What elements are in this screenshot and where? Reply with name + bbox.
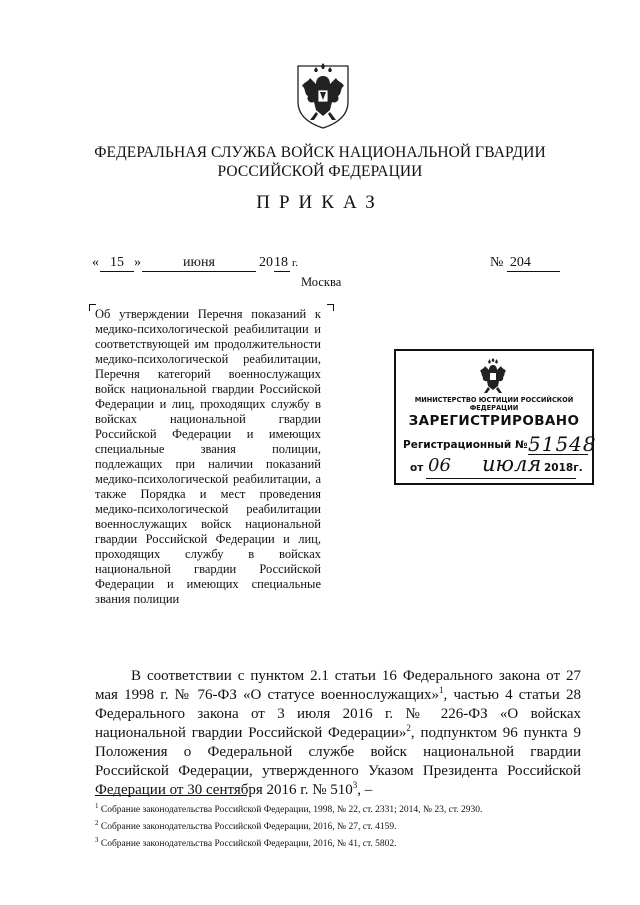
registration-stamp [394, 349, 597, 485]
order-number-value: 204 [507, 255, 560, 272]
date-month: июня [142, 255, 256, 272]
footnote-item [95, 834, 595, 851]
stamp-date-month: июля [482, 452, 542, 476]
date-quote-open: « [92, 255, 99, 270]
double-headed-eagle-icon [476, 358, 510, 396]
stamp-reg-number: 51548 [528, 432, 597, 456]
footnote-ref-2: 2 [406, 723, 411, 733]
agency-name-line1: ФЕДЕРАЛЬНАЯ СЛУЖБА ВОЙСК НАЦИОНАЛЬНОЙ ГВАРДИИ [94, 144, 546, 161]
preamble-part-4: , – [357, 782, 373, 798]
footnote-number: 2 [95, 819, 99, 828]
footnotes [95, 800, 595, 851]
footnote-number: 1 [95, 802, 99, 810]
footnote-text: Собрание законодательства Российской Федерации, 2016, № 27, ст. 4159. [100, 822, 397, 833]
date-day: 15 [100, 255, 134, 272]
stamp-date-from: от [410, 462, 424, 474]
preamble-part-3: , подпунктом 96 пункта 9 Положения о Федеральной службе войск национальной гвардии Российской Федерации, утвержденного Указом Президента Российской Федерации от 30 сентября 2016 г. № 510 [95, 725, 581, 798]
footnote-text: Собрание законодательства Российской Федерации, 1998, № 22, ст. 2331; 2014, № 23, ст. 2930. [100, 805, 483, 816]
footnote-item [95, 800, 595, 817]
date-year-suffix: 18 [274, 255, 288, 270]
stamp-ministry-name: МИНИСТЕРСТВО ЮСТИЦИИ РОССИЙСКОЙ ФЕДЕРАЦИИ [414, 396, 574, 412]
stamp-date-day: 06 [428, 455, 451, 476]
city-name: Москва [301, 275, 342, 289]
footnote-separator [95, 795, 247, 796]
stamp-reg-number-label: Регистрационный № [403, 439, 528, 451]
order-subject: Об утверждении Перечня показаний к медико-психологической реабилитации и соответствующей им продолжительности медико-психологической реабилитации, Перечня категорий военнослужащих войск национальной гвардии Российской Федерации и лиц, проходящих службу в войсках национальной гвардии Российской Федерации и имеющих специальные звания полиции, подлежащих при наличии показаний медико-психологической реабилитации, а также Порядка и мест проведения медико-психологической реабилитации военнослужащих войск национальной гвардии Российской Федерации и лиц, проходящих службу в войсках национальной гвардии Российской Федерации и имеющих специальные звания полиции [95, 307, 321, 606]
stamp-registered-label: ЗАРЕГИСТРИРОВАНО [408, 413, 580, 429]
footnote-ref-3: 3 [352, 780, 358, 790]
subject-bracket-right [327, 304, 334, 311]
coat-of-arms-icon [294, 62, 352, 130]
order-number-label: № [490, 255, 504, 270]
footnote-item [95, 817, 595, 834]
date-quote-close: » [134, 255, 141, 270]
preamble-part-1: В соответствии с пунктом 2.1 статьи 16 Федерального закона от 27 мая 1998 г. № 76-ФЗ «О статусе военнослужащих» [95, 668, 581, 703]
preamble-part-2: , частью 4 статьи 28 Федерального закона от 3 июля 2016 г. № 226-ФЗ «О войсках национальной гвардии Российской Федерации» [95, 687, 581, 741]
order-number [490, 255, 560, 272]
footnote-ref-1: 1 [439, 685, 444, 695]
stamp-date-underline [426, 478, 576, 479]
preamble-paragraph [95, 667, 581, 800]
date-year-prefix: 20 [259, 255, 273, 270]
document-type-title: ПРИКАЗ [256, 192, 384, 213]
date-year-abbrev: г. [292, 257, 299, 269]
footnote-text: Собрание законодательства Российской Федерации, 2016, № 41, ст. 5802. [100, 839, 397, 850]
stamp-date-year: 2018г. [544, 462, 583, 474]
agency-name-line2: РОССИЙСКОЙ ФЕДЕРАЦИИ [217, 163, 423, 180]
footnote-number: 3 [95, 836, 99, 845]
